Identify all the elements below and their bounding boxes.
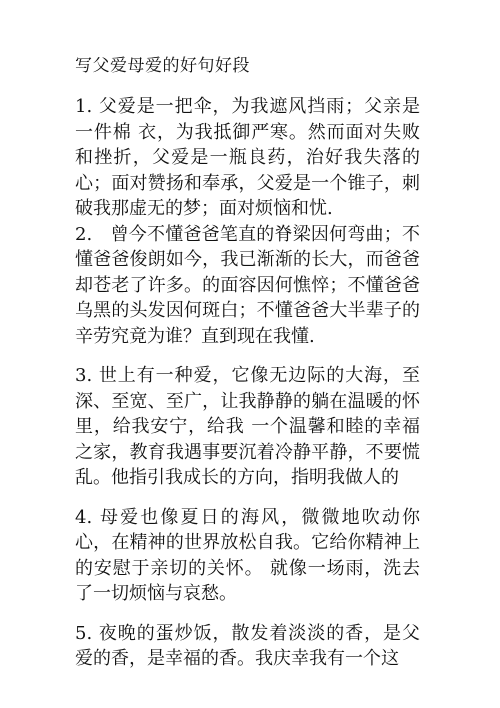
paragraph-4: 4. 母爱也像夏日的海风，微微地吹动你心，在精神的世界放松自我。它给你精神上的安慰于亲切的关怀。 就像一场雨，洗去了一切烦恼与哀愁。 xyxy=(75,506,420,604)
paragraph-5: 5. 夜晚的蛋炒饭，散发着淡淡的香，是父爱的香，是幸福的香。我庆幸我有一个这 xyxy=(75,622,420,669)
document-title: 写父爱母爱的好句好段 xyxy=(75,56,250,76)
paragraph-1: 1. 父爱是一把伞，为我遮风挡雨；父亲是一件棉 衣，为我抵御严寒。然而面对失败和挫折，父爱是一瓶良药，治好我失落的心；面对赞扬和奉承，父爱是一个锥子，刺破我那虚无的梦；面对烦恼和忧. xyxy=(75,96,420,219)
paragraph-2: 2. 曾今不懂爸爸笔直的脊梁因何弯曲；不懂爸爸俊朗如今，我已渐渐的长大，而爸爸却苍老了许多。的面容因何憔悴；不懂爸爸乌黑的头发因何斑白；不懂爸爸大半辈子的辛劳究竟为谁？直到现在我懂. xyxy=(75,223,420,347)
document-page xyxy=(75,54,420,672)
paragraph-3: 3. 世上有一种爱，它像无边际的大海，至深、至宽、至广，让我静静的躺在温暖的怀里，给我安宁，给我 一个温馨和睦的幸福之家，教育我遇事要沉着冷静平静，不要慌乱。他指引我成长的方向，指明我做人的 xyxy=(75,365,420,488)
